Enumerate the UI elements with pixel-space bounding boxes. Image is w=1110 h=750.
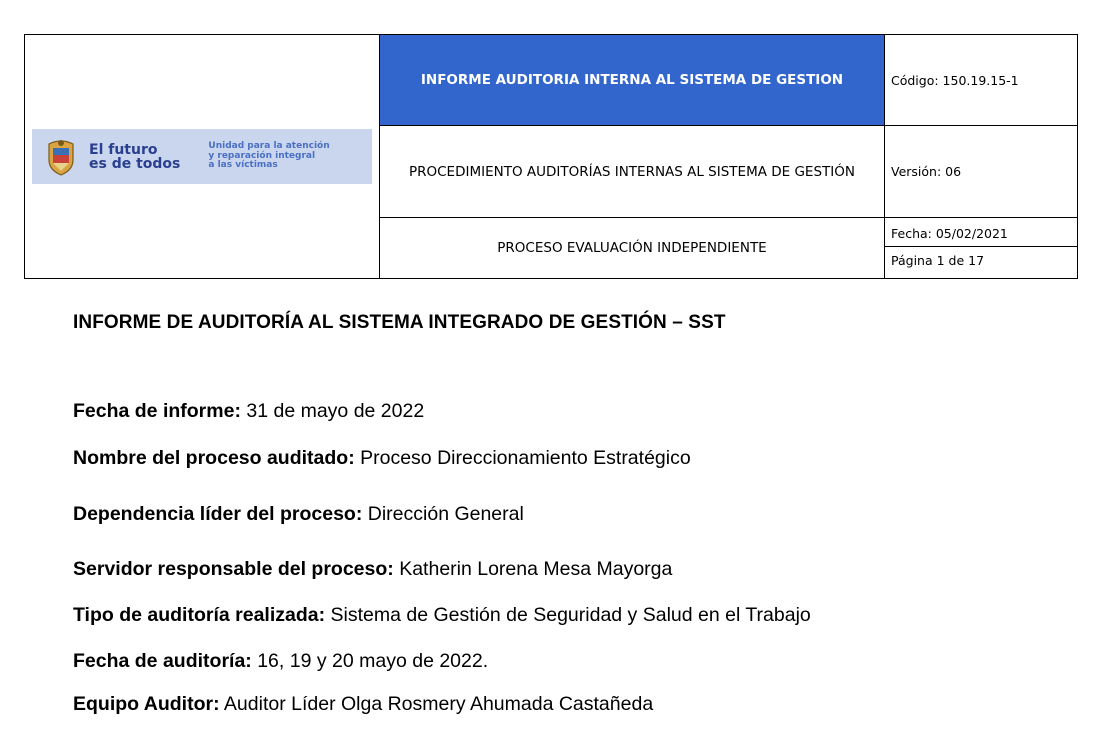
field-label: Fecha de informe: [73, 400, 241, 422]
field-value: Sistema de Gestión de Seguridad y Salud en el Trabajo [325, 604, 811, 626]
field-value: Proceso Direccionamiento Estratégico [354, 447, 691, 469]
field-equipo-auditor [73, 693, 653, 716]
report-title-cell: INFORME AUDITORIA INTERNA AL SISTEMA DE GESTION [380, 35, 885, 126]
field-value: Auditor Líder Olga Rosmery Ahumada Castañeda [219, 693, 654, 715]
pagina-label: Página 1 de 17 [891, 252, 985, 268]
field-label: Fecha de auditoría: [73, 650, 252, 672]
field-label: Dependencia líder del proceso: [73, 503, 363, 525]
field-tipo-auditoria [73, 604, 811, 627]
logo-main-text: El futuro es de todos [89, 141, 181, 172]
fecha-label: Fecha: 05/02/2021 [885, 221, 1077, 247]
logo-banner [32, 129, 372, 184]
field-servidor [73, 558, 672, 581]
field-label: Servidor responsable del proceso: [73, 558, 394, 580]
field-fecha-informe [73, 400, 424, 423]
procedure-cell: PROCEDIMIENTO AUDITORÍAS INTERNAS AL SISTEMA DE GESTIÓN [380, 126, 885, 217]
field-dependencia [73, 503, 524, 526]
logo-sub-text: Unidad para la atención y reparación integral a las víctimas [208, 141, 330, 171]
document-header-table [24, 34, 1078, 279]
field-label: Nombre del proceso auditado: [73, 447, 355, 469]
logo-cell [25, 35, 380, 279]
field-value: 31 de mayo de 2022 [240, 400, 425, 422]
field-value: 16, 19 y 20 mayo de 2022. [251, 650, 489, 672]
document-title: INFORME DE AUDITORÍA AL SISTEMA INTEGRADO DE GESTIÓN – SST [73, 312, 726, 333]
field-label: Tipo de auditoría realizada: [73, 604, 326, 626]
fecha-pagina-cell [885, 217, 1078, 278]
field-value: Dirección General [362, 503, 524, 525]
codigo-cell: Código: 150.19.15-1 [885, 35, 1078, 126]
coat-of-arms-icon [45, 138, 77, 176]
field-label: Equipo Auditor: [73, 693, 220, 715]
field-proceso-auditado [73, 447, 691, 470]
field-value: Katherin Lorena Mesa Mayorga [393, 558, 673, 580]
version-cell: Versión: 06 [885, 126, 1078, 217]
field-fecha-auditoria [73, 650, 488, 673]
process-cell: PROCESO EVALUACIÓN INDEPENDIENTE [380, 217, 885, 278]
